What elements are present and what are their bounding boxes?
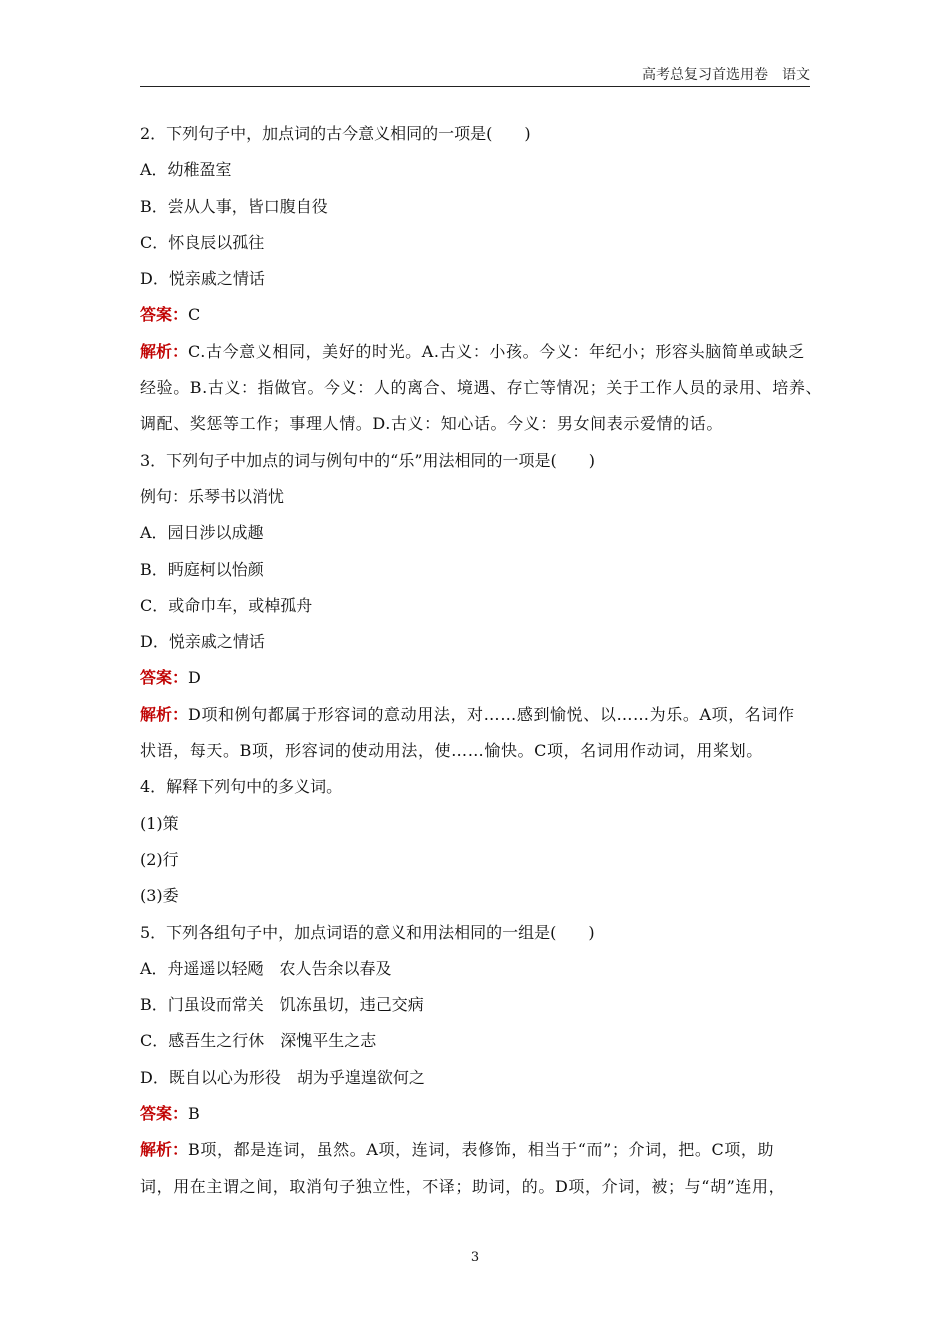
line-text: 4．解释下列句中的多义词。: [140, 777, 343, 797]
text-line: [140, 560, 820, 580]
header-title: 高考总复习首选用卷 语文: [642, 67, 810, 83]
text-line: [140, 451, 820, 471]
answer-line: [140, 1140, 820, 1160]
text-line: [140, 741, 820, 761]
line-text: 经验。B.古义：指做官。今义：人的离合、境遇、存亡等情况；关于工作人员的录用、培养、: [140, 378, 823, 398]
text-line: [140, 923, 820, 943]
line-text: 调配、奖惩等工作；事理人情。D.古义：知心话。今义：男女间表示爱情的话。: [140, 414, 723, 434]
line-text: (1)策: [140, 813, 179, 833]
answer-label: 解析：: [140, 341, 189, 361]
text-line: [140, 487, 820, 507]
line-text: B项，都是连词，虽然。A项，连词，表修饰，相当于“而”；介词，把。C项，助: [188, 1140, 775, 1160]
line-text: 5．下列各组句子中，加点词语的意义和用法相同的一组是( ): [140, 922, 595, 942]
line-text: D: [188, 668, 202, 688]
line-text: C: [188, 305, 201, 325]
text-line: [140, 632, 820, 652]
text-line: [140, 378, 823, 398]
text-line: [140, 269, 820, 289]
text-line: [140, 596, 820, 616]
line-text: 3．下列句子中加点的词与例句中的“乐”用法相同的一项是( ): [140, 450, 596, 470]
line-text: A．园日涉以成趣: [140, 523, 264, 543]
text-line: [140, 197, 820, 217]
text-line: [140, 1068, 820, 1088]
text-line: [140, 233, 820, 253]
line-text: D．既自以心为形役 胡为乎遑遑欲何之: [140, 1067, 425, 1087]
text-line: [140, 850, 820, 870]
text-line: [140, 414, 820, 434]
page-number: 3: [470, 1250, 480, 1265]
answer-line: [140, 305, 820, 325]
line-text: (2)行: [140, 849, 179, 869]
line-text: 词，用在主谓之间，取消句子独立性，不译；助词，的。D项，介词，被；与“胡”连用，: [140, 1176, 786, 1196]
line-text: A．幼稚盈室: [140, 160, 232, 180]
answer-line: [140, 1104, 820, 1124]
line-text: C．或命巾车，或棹孤舟: [140, 595, 313, 615]
line-text: A．舟遥遥以轻飏 农人告余以春及: [140, 958, 392, 978]
answer-line: [140, 342, 820, 362]
line-text: C．怀良辰以孤往: [140, 232, 265, 252]
line-text: B．门虽设而常关 饥冻虽切，违己交病: [140, 995, 424, 1015]
page-body: [140, 124, 823, 1213]
line-text: D．悦亲戚之情话: [140, 632, 265, 652]
line-text: 状语，每天。B项，形容词的使动用法，使……愉快。C项，名词用作动词，用桨划。: [140, 741, 763, 761]
text-line: [140, 160, 820, 180]
line-text: D项和例句都属于形容词的意动用法，对……感到愉悦、以……为乐。A项，名词作: [188, 704, 795, 724]
line-text: C．感吾生之行休 深愧平生之志: [140, 1031, 377, 1051]
text-line: [140, 1031, 820, 1051]
line-text: 2．下列句子中，加点词的古今意义相同的一项是( ): [140, 124, 531, 143]
answer-line: [140, 668, 820, 688]
answer-label: 答案：: [140, 668, 189, 688]
answer-label: 答案：: [140, 305, 189, 325]
text-line: [140, 886, 820, 906]
line-text: B．尝从人事，皆口腹自役: [140, 196, 328, 216]
text-line: [140, 1177, 820, 1197]
line-text: B．眄庭柯以怡颜: [140, 559, 264, 579]
line-text: (3)委: [140, 886, 179, 906]
text-line: [140, 995, 820, 1015]
text-line: [140, 777, 820, 797]
text-line: [140, 814, 820, 834]
answer-label: 解析：: [140, 1140, 189, 1160]
answer-label: 解析：: [140, 704, 189, 724]
line-text: C.古今意义相同，美好的时光。A.古义：小孩。今义：年纪小；形容头脑简单或缺乏: [188, 341, 805, 361]
running-header: [140, 66, 810, 87]
line-text: D．悦亲戚之情话: [140, 269, 265, 289]
line-text: B: [188, 1104, 201, 1124]
answer-line: [140, 705, 820, 725]
answer-label: 答案：: [140, 1104, 189, 1124]
text-line: [140, 124, 820, 144]
text-line: [140, 523, 820, 543]
text-line: [140, 959, 820, 979]
line-text: 例句：乐琴书以消忧: [140, 486, 285, 506]
